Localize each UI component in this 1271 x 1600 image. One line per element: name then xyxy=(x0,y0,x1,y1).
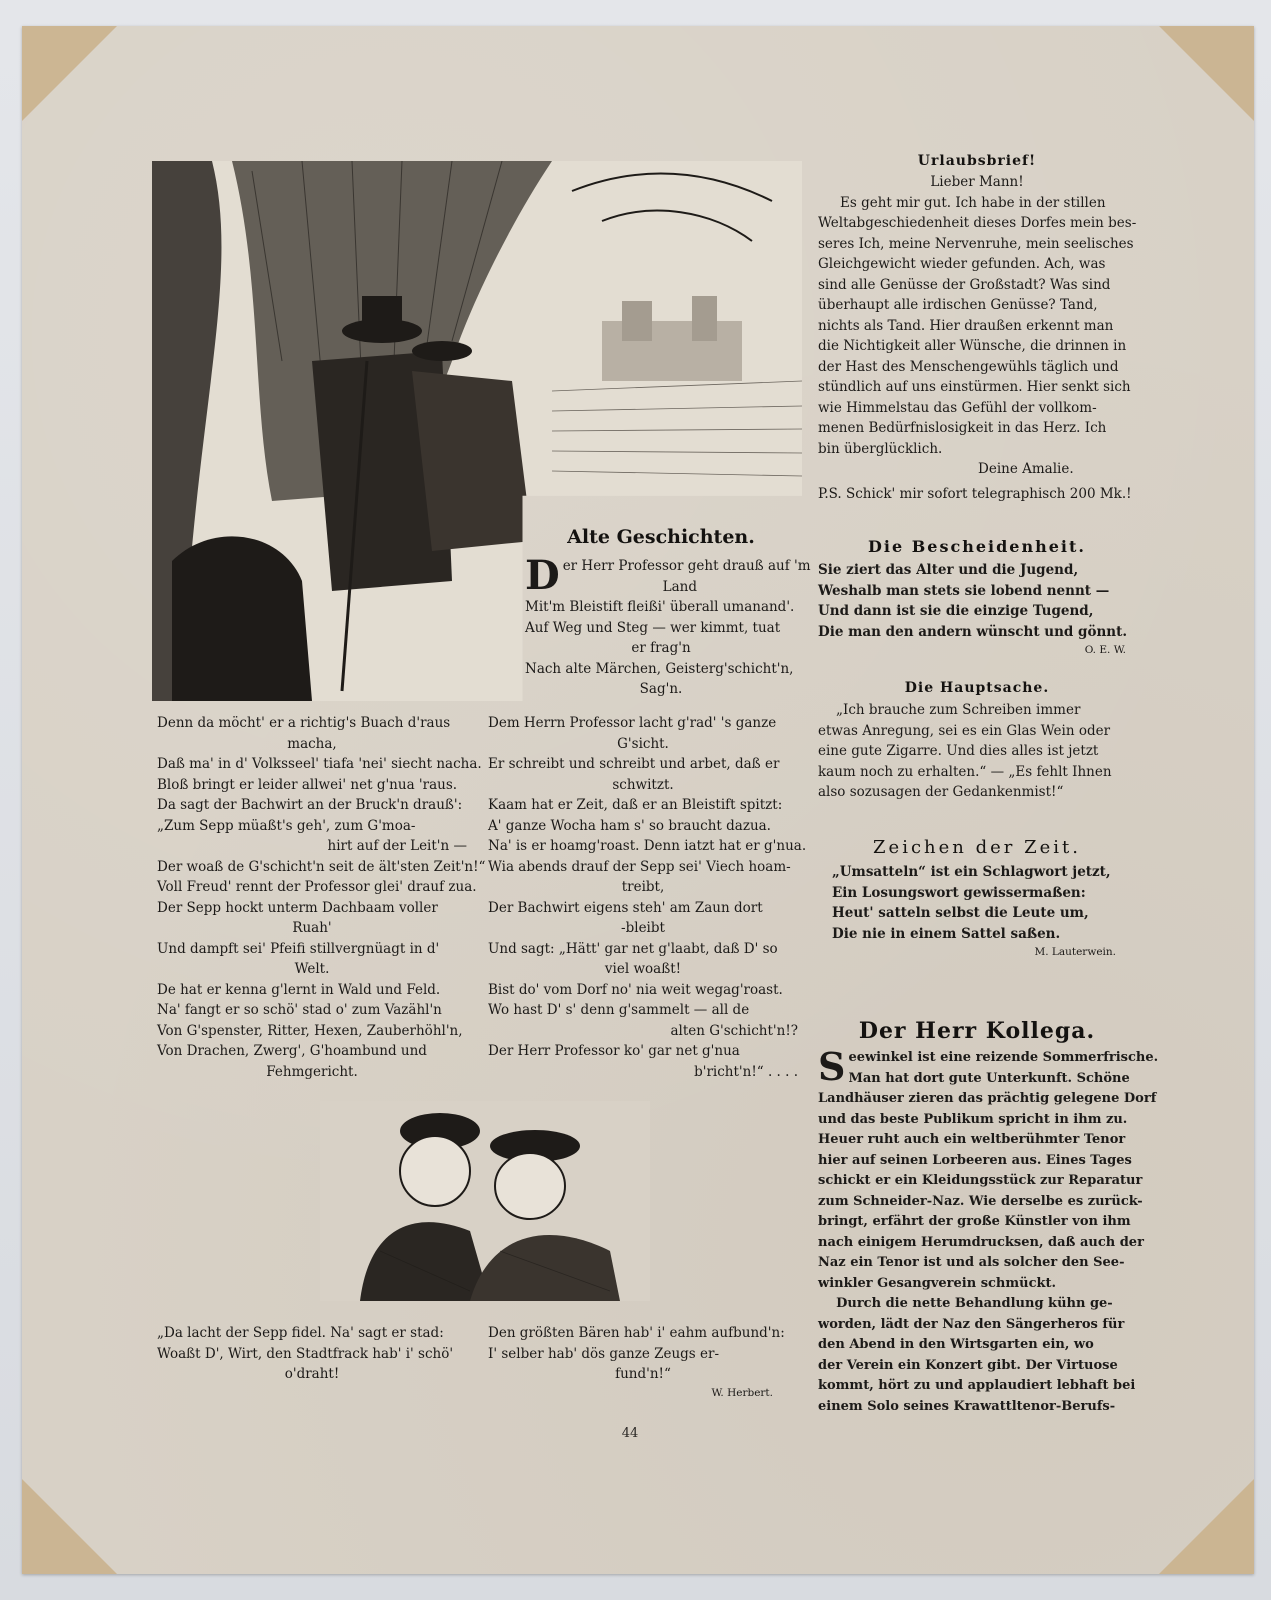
herr-kollega-section xyxy=(818,1014,1159,1417)
poem-line: „Da lacht der Sepp fidel. Na' sagt er stad: xyxy=(157,1325,444,1341)
poem-line: -bleibt xyxy=(621,920,665,936)
intro-line: Nach alte Märchen, Geisterg'schicht'n, xyxy=(525,660,794,677)
poem-line: „Zum Sepp müaßt's geh', zum G'moa- xyxy=(157,817,416,834)
corner-mount-top-right xyxy=(1159,26,1254,121)
illustration-two-men-laughing xyxy=(320,1101,650,1301)
poem-line: Na' is er hoamg'roast. Denn iatzt hat er g'nua. xyxy=(488,838,807,854)
poem-line: Sie ziert das Alter und die Jugend, xyxy=(818,562,1079,578)
poem-line: Wia abends drauf der Sepp sei' Viech hoam- xyxy=(488,858,791,875)
text-line: zum Schneider-Naz. Wie derselbe es zurück- xyxy=(818,1193,1143,1209)
alte-geschichten-bottom-left xyxy=(157,1323,467,1385)
page-number: 44 xyxy=(621,1426,639,1441)
text-line: der Verein ein Konzert gibt. Der Virtuose xyxy=(818,1357,1118,1373)
urlaubsbrief-title: Urlaubsbrief! xyxy=(917,153,1037,169)
poem-line: Daß ma' in d' Volksseel' tiafa 'nei' siecht nacha. xyxy=(157,756,482,772)
zeichen-der-zeit-title: Zeichen der Zeit. xyxy=(873,837,1081,858)
alte-geschichten-intro xyxy=(525,524,811,700)
poem-line: Ein Losungswort gewissermaßen: xyxy=(832,884,1086,901)
poem-line: Den größten Bären hab' i' eahm aufbund'n: xyxy=(488,1325,785,1341)
text-line: den Abend in den Wirtsgarten ein, wo xyxy=(818,1337,1094,1352)
intro-line: Land xyxy=(662,578,698,595)
salutation: Lieber Mann! xyxy=(930,174,1024,190)
poem-line: Dem Herrn Professor lacht g'rad' 's ganze xyxy=(488,715,777,731)
poem-line: Und dampft sei' Pfeifi stillvergnüagt in d' xyxy=(157,940,440,957)
bescheidenheit-title: Die Bescheidenheit. xyxy=(868,537,1086,556)
poem-line: alten G'schicht'n!? xyxy=(670,1022,798,1039)
urlaubsbrief-section xyxy=(818,150,1136,504)
poem-line: Der Herr Professor ko' gar net g'nua xyxy=(488,1043,740,1059)
poem-line: Heut' satteln selbst die Leute um, xyxy=(832,905,1089,921)
corner-mount-bottom-left xyxy=(22,1479,117,1574)
text-line: also sozusagen der Gedankenmist!“ xyxy=(818,784,1064,800)
text-line: etwas Anregung, sei es ein Glas Wein oder xyxy=(818,722,1111,739)
poem-line: Voll Freud' rennt der Professor glei' drauf zua. xyxy=(157,879,477,895)
poem-line: Der woaß de G'schicht'n seit de ält'sten Zeit'n!“ xyxy=(157,858,486,875)
magazine-page xyxy=(22,26,1254,1574)
alte-geschichten-title: Alte Geschichten. xyxy=(567,526,755,548)
letter-line: nichts als Tand. Hier draußen erkennt man xyxy=(818,317,1114,334)
poem-line: A' ganze Wocha ham s' so braucht dazua. xyxy=(488,817,771,834)
poem-line: Denn da möcht' er a richtig's Buach d'raus xyxy=(157,715,451,731)
letter-postscript: P.S. Schick' mir sofort telegraphisch 200 Mk.! xyxy=(818,485,1132,502)
poem-line: schwitzt. xyxy=(612,776,674,793)
letter-line: Gleichgewicht wieder gefunden. Ach, was xyxy=(818,256,1106,272)
poem-line: Er schreibt und schreibt und arbet, daß er xyxy=(488,756,780,772)
bescheidenheit-section xyxy=(818,534,1136,658)
poem-line: Ruah' xyxy=(292,920,332,936)
text-line: Man hat dort gute Unterkunft. Schöne xyxy=(848,1070,1130,1086)
poem-line: Woaßt D', Wirt, den Stadtfrack hab' i' schö' xyxy=(157,1345,454,1362)
letter-line: seres Ich, meine Nervenruhe, mein seelisches xyxy=(818,235,1134,252)
poem-line: o'draht! xyxy=(284,1366,340,1382)
text-line: Heuer ruht auch ein weltberühmter Tenor xyxy=(818,1132,1126,1147)
letter-line: wie Himmelstau das Gefühl der vollkom- xyxy=(818,399,1097,416)
intro-line: Auf Weg und Steg — wer kimmt, tuat xyxy=(525,619,781,636)
text-line: „Ich brauche zum Schreiben immer xyxy=(836,702,1081,718)
poem-line: Von Drachen, Zwerg', G'hoambund und xyxy=(157,1043,427,1059)
intro-line: Mit'm Bleistift fleißi' überall umanand'. xyxy=(525,599,795,615)
drop-cap-s: S xyxy=(818,1044,846,1089)
poem-line: Und dann ist sie die einzige Tugend, xyxy=(818,603,1094,619)
letter-closing: Deine Amalie. xyxy=(978,461,1074,477)
letter-line: Weltabgeschiedenheit dieses Dorfes mein bes- xyxy=(818,215,1137,231)
poem-line: treibt, xyxy=(621,879,665,895)
poem-line: Weshalb man stets sie lobend nennt — xyxy=(818,582,1110,599)
poem-line: De hat er kenna g'lernt in Wald und Feld. xyxy=(157,981,441,998)
text-line: eine gute Zigarre. Und dies alles ist jetzt xyxy=(818,743,1099,759)
poem-line: Bist do' vom Dorf no' nia weit wegag'roast. xyxy=(488,981,783,998)
corner-mount-top-left xyxy=(22,26,117,121)
letter-line: überhaupt alle irdischen Genüsse? Tand, xyxy=(818,297,1098,313)
alte-geschichten-column-left xyxy=(157,713,486,1082)
intro-line: er frag'n xyxy=(631,640,691,656)
poem-line: fund'n!“ xyxy=(615,1366,671,1382)
poem-line: Welt. xyxy=(294,961,330,977)
text-line: kommt, hört zu und applaudiert lebhaft bei xyxy=(818,1378,1136,1393)
letter-line: der Hast des Menschengewühls täglich und xyxy=(818,358,1119,375)
poem-line: Der Sepp hockt unterm Dachbaam voller xyxy=(157,899,438,916)
poem-line: Von G'spenster, Ritter, Hexen, Zauberhöhl'n, xyxy=(157,1022,463,1039)
herr-kollega-title: Der Herr Kollega. xyxy=(858,1018,1096,1044)
text-line: schickt er ein Kleidungsstück zur Reparatur xyxy=(818,1173,1143,1188)
poem-line: Fehmgericht. xyxy=(266,1063,358,1080)
alte-geschichten-bottom-right xyxy=(488,1323,798,1401)
poem-line: viel woaßt! xyxy=(604,961,682,977)
text-line: Durch die nette Behandlung kühn ge- xyxy=(818,1296,1113,1311)
poem-line: Die nie in einem Sattel saßen. xyxy=(832,925,1061,942)
text-line: einem Solo seines Krawattltenor-Berufs- xyxy=(818,1398,1116,1414)
poem-line: hirt auf der Leit'n — xyxy=(327,838,467,854)
poem-line: Bloß bringt er leider allwei' net g'nua 'raus. xyxy=(157,776,458,793)
letter-line: menen Bedürfnislosigkeit in das Herz. Ich xyxy=(818,420,1107,436)
poem-line: b'richt'n!“ . . . . xyxy=(694,1063,798,1080)
text-line: Naz ein Tenor ist und als solcher den See- xyxy=(818,1255,1125,1270)
text-line: und das beste Publikum spricht in ihm zu. xyxy=(818,1111,1128,1127)
intro-line: Sag'n. xyxy=(639,681,683,697)
drop-cap-d: D xyxy=(525,552,560,599)
poem-line: I' selber hab' dös ganze Zeugs er- xyxy=(488,1345,720,1362)
poem-line: Die man den andern wünscht und gönnt. xyxy=(818,623,1128,640)
letter-line: sind alle Genüsse der Großstadt? Was sind xyxy=(818,276,1111,293)
letter-line: bin überglücklich. xyxy=(818,440,943,457)
poem-line: macha, xyxy=(287,735,337,752)
alte-geschichten-column-right xyxy=(488,713,807,1082)
text-line: eewinkel ist eine reizende Sommerfrische. xyxy=(848,1050,1159,1065)
intro-line: er Herr Professor geht drauß auf 'm xyxy=(562,558,811,574)
poem-line: Da sagt der Bachwirt an der Bruck'n drauß': xyxy=(157,797,463,813)
poem-line: Und sagt: „Hätt' gar net g'laabt, daß D' so xyxy=(488,940,778,957)
letter-line: die Nichtigkeit aller Wünsche, die drinnen in xyxy=(818,338,1127,354)
hauptsache-title: Die Hauptsache. xyxy=(904,680,1050,696)
poem-line: Der Bachwirt eigens steh' am Zaun dort xyxy=(488,899,763,916)
letter-line: stündlich auf uns einstürmen. Hier senkt sich xyxy=(818,379,1131,395)
text-line: hier auf seinen Lorbeeren aus. Eines Tages xyxy=(818,1152,1132,1168)
poem-line: G'sicht. xyxy=(617,735,669,752)
corner-mount-bottom-right xyxy=(1159,1479,1254,1574)
text-line: worden, lädt der Naz den Sängerheros für xyxy=(818,1316,1125,1332)
poem-line: Wo hast D' s' denn g'sammelt — all de xyxy=(488,1002,750,1018)
author-signature: W. Herbert. xyxy=(711,1386,773,1399)
text-line: Landhäuser zieren das prächtig gelegene Dorf xyxy=(818,1091,1157,1106)
poem-line: Kaam hat er Zeit, daß er an Bleistift spitzt: xyxy=(488,797,783,813)
poem-line: „Umsatteln“ ist ein Schlagwort jetzt, xyxy=(832,864,1111,880)
text-line: kaum noch zu erhalten.“ — „Es fehlt Ihnen xyxy=(818,763,1112,780)
text-line: bringt, erfährt der große Künstler von ihm xyxy=(818,1214,1131,1229)
laughing-men-icon xyxy=(320,1101,650,1301)
author-signature: M. Lauterwein. xyxy=(1034,946,1116,958)
author-signature: O. E. W. xyxy=(1084,644,1126,656)
poem-line: Na' fangt er so schö' stad o' zum Vazähl'n xyxy=(157,1002,442,1018)
letter-line: Es geht mir gut. Ich habe in der stillen xyxy=(840,194,1106,211)
text-line: winkler Gesangverein schmückt. xyxy=(818,1275,1057,1291)
hauptsache-section xyxy=(818,676,1136,803)
zeichen-der-zeit-section xyxy=(818,834,1136,960)
text-line: nach einigem Herumdrucksen, daß auch der xyxy=(818,1234,1144,1250)
